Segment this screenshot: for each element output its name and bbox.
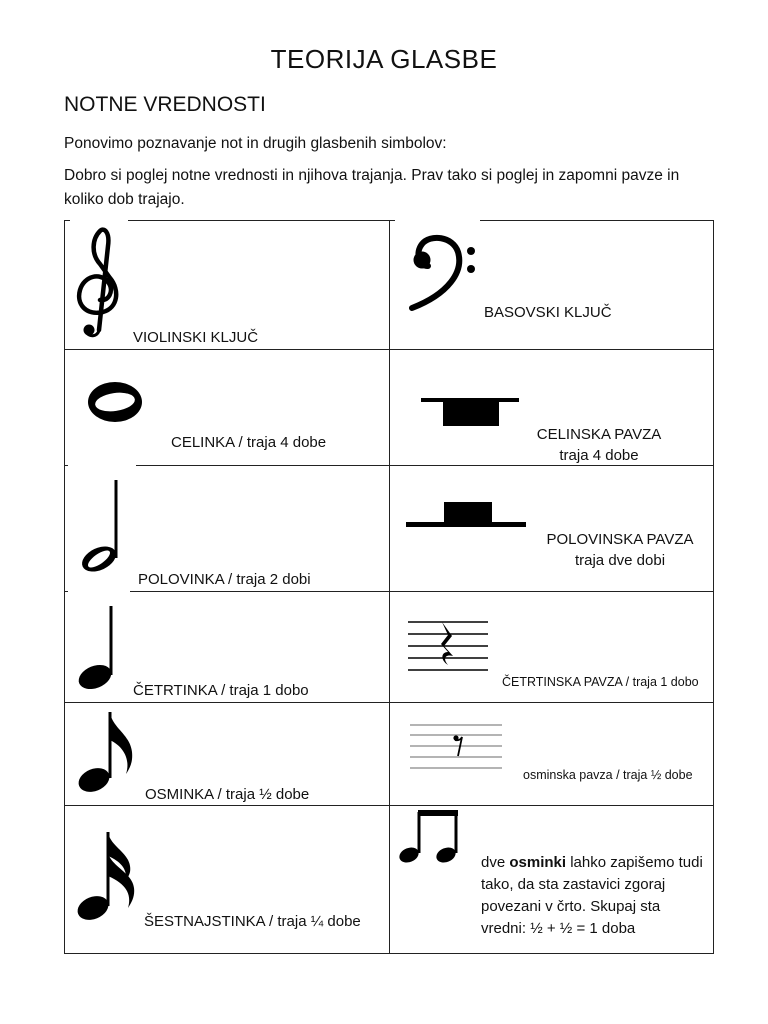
intro-line-1: Ponovimo poznavanje not in drugih glasbenih simbolov: [64, 135, 447, 152]
whole-rest-name: CELINSKA PAVZA [536, 426, 662, 443]
half-note-label: POLOVINKA / traja 2 dobi [138, 571, 311, 588]
beamed-text-after: lahko zapišemo tudi tako, da sta zastavici zgoraj povezani v črto. Skupaj sta vredni: ½ + ½ = 1 doba [481, 854, 703, 937]
table-column-divider [389, 220, 390, 954]
whole-rest-label [524, 424, 674, 466]
eighth-note-icon [76, 710, 138, 798]
eighth-note-label: OSMINKA / traja ½ dobe [145, 786, 310, 803]
quarter-rest-icon [408, 618, 490, 674]
table-row-divider [64, 349, 714, 350]
eighth-rest-icon [410, 722, 504, 772]
image-patch [68, 586, 130, 598]
whole-rest-duration: traja 4 dobe [559, 447, 639, 464]
whole-rest-icon [421, 396, 521, 428]
image-patch [68, 460, 136, 472]
beamed-text-before: dve [481, 854, 510, 871]
whole-note-icon [86, 379, 144, 425]
whole-note-label: CELINKA / traja 4 dobe [171, 434, 327, 451]
half-rest-duration: traja dve dobi [574, 552, 666, 569]
sixteenth-note-label: ŠESTNAJSTINKA / traja ¼ dobe [144, 913, 361, 930]
beamed-eighths-text [481, 852, 706, 940]
intro-line-2: Dobro si poglej notne vrednosti in njihova trajanja. Prav tako si poglej in zapomni pavze in koliko dob trajajo. [64, 167, 680, 208]
half-rest-icon [406, 500, 528, 530]
image-patch [70, 214, 128, 226]
table-row-divider [64, 805, 714, 806]
image-patch [395, 214, 480, 226]
quarter-rest-label: ČETRTINSKA PAVZA / traja 1 dobo [502, 675, 699, 689]
half-rest-name: POLOVINSKA PAVZA [546, 531, 694, 548]
bass-clef-label: BASOVSKI KLJUČ [484, 304, 612, 321]
eighth-rest-label: osminska pavza / traja ½ dobe [523, 768, 693, 782]
page-title: TEORIJA GLASBE [270, 44, 498, 74]
quarter-note-label: ČETRTINKA / traja 1 dobo [133, 682, 309, 699]
half-note-icon [77, 476, 125, 576]
beamed-text-bold: osminki [509, 854, 567, 871]
beamed-eighths-icon [399, 808, 461, 864]
quarter-note-icon [76, 603, 120, 693]
sixteenth-note-icon [76, 830, 142, 926]
treble-clef-label: VIOLINSKI KLJUČ [133, 329, 259, 346]
half-rest-label [540, 529, 700, 571]
bass-clef-icon [408, 232, 478, 312]
treble-clef-icon [70, 226, 130, 340]
table-row-divider [64, 702, 714, 703]
table-row-divider [64, 591, 714, 592]
section-heading: NOTNE VREDNOSTI [64, 93, 266, 116]
